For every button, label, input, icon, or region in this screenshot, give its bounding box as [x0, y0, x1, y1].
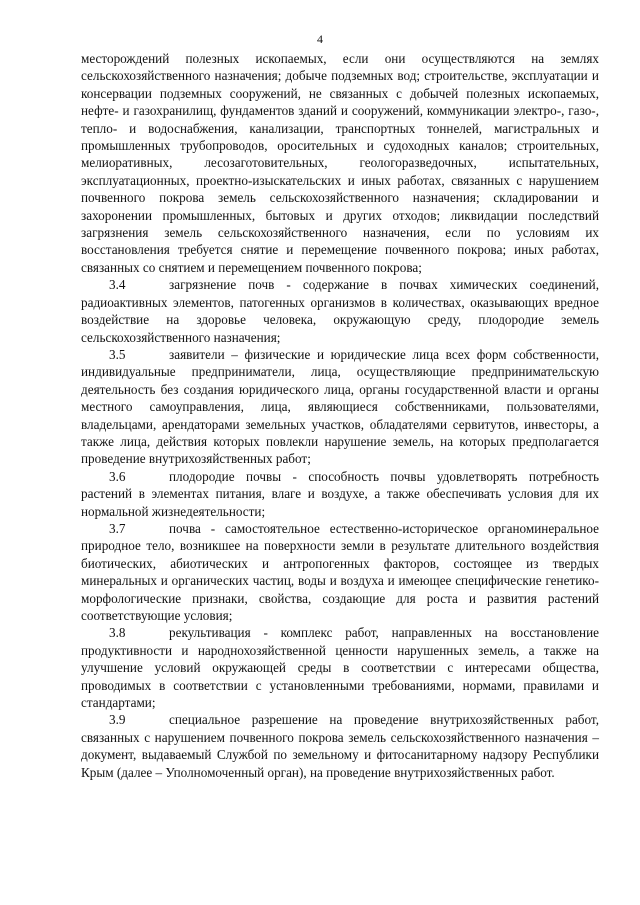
- item-number: 3.6: [109, 468, 126, 484]
- item-number: 3.7: [109, 520, 126, 536]
- definition-3-9: [81, 711, 599, 781]
- item-number: 3.4: [109, 277, 126, 293]
- page-number: 4: [317, 32, 323, 46]
- item-text: загрязнение почв - содержание в почвах химических соединений, радиоактивных элементов, патогенных организмов в количествах, оказывающих вредное воздействие на здоровье человека, окружающую среду, плодородие земель сельскохозяйственного назначения;: [81, 277, 599, 345]
- continuation-paragraph: месторождений полезных ископаемых, если они осуществляются на землях сельскохозяйственного назначения; добыче подземных вод; строительстве, эксплуатации и консервации подземных сооружений, не связанных с добычей полезных ископаемых, нефте- и газохранилищ, фундаментов зданий и сооружений, коммуникации электро-, газо-, тепло- и водоснабжения, канализации, транспортных тоннелей, магистральных и промышленных трубопроводов, оросительных и судоходных каналов; строительных, мелиоративных, лесозаготовительных, геологоразведочных, испытательных, эксплуатационных, проектно-изыскательских и иных работах, связанных с нарушением почвенного покрова земель сельскохозяйственного назначения; складировании и захоронении промышленных, бытовых и других отходов; ликвидации последствий загрязнения земель сельскохозяйственного назначения, если по условиям их восстановления требуется снятие и перемещение почвенного покрова; иных работах, связанных со снятием и перемещением почвенного покрова;: [81, 51, 599, 275]
- item-text: рекультивация - комплекс работ, направленных на восстановление продуктивности и народнохозяйственной ценности нарушенных земель, а также на улучшение условий окружающей среды в соответствии с интересами общества, проводимых в соответствии с установленными требованиями, нормами, правилами и стандартами;: [81, 625, 599, 711]
- definition-3-7: [81, 520, 599, 624]
- item-number: 3.8: [109, 625, 126, 641]
- definition-3-4: [81, 276, 599, 346]
- item-text: специальное разрешение на проведение внутрихозяйственных работ, связанных с нарушением почвенного покрова земель сельскохозяйственного назначения – документ, выдаваемый Службой по земельному и фитосанитарному надзору Республики Крым (далее – Уполномоченный орган), на проведение внутрихозяйственных работ.: [81, 712, 599, 780]
- item-text: почва - самостоятельное естественно-историческое органоминеральное природное тело, возникшее на поверхности земли в результате длительного воздействия биотических, абиотических и антропогенных факторов, состоящее из твердых минеральных и органических частиц, воды и воздуха и имеющее специфические генетико-морфологические признаки, свойства, создающие для роста и развития растений соответствующие условия;: [81, 520, 599, 623]
- item-number: 3.9: [109, 712, 126, 728]
- definition-3-6: [81, 468, 599, 520]
- definition-3-8: [81, 624, 599, 711]
- item-number: 3.5: [109, 346, 126, 362]
- document-body: [81, 50, 599, 781]
- definition-3-5: [81, 346, 599, 468]
- item-text: плодородие почвы - способность почвы удовлетворять потребность растений в элементах питания, влаге и воздухе, а также обеспечивать условия для их нормальной жизнедеятельности;: [81, 468, 599, 519]
- item-text: заявители – физические и юридические лица всех форм собственности, индивидуальные предприниматели, лица, осуществляющие предпринимательскую деятельность без создания юридического лица, органы государственной власти и органы местного самоуправления, лица, являющиеся собственниками, пользователями, владельцами, арендаторами земельных участков, обладателями сервитутов, инвесторы, а также лица, действия которых повлекли нарушение земель, на которых предполагается проведение внутрихозяйственных работ;: [81, 346, 599, 467]
